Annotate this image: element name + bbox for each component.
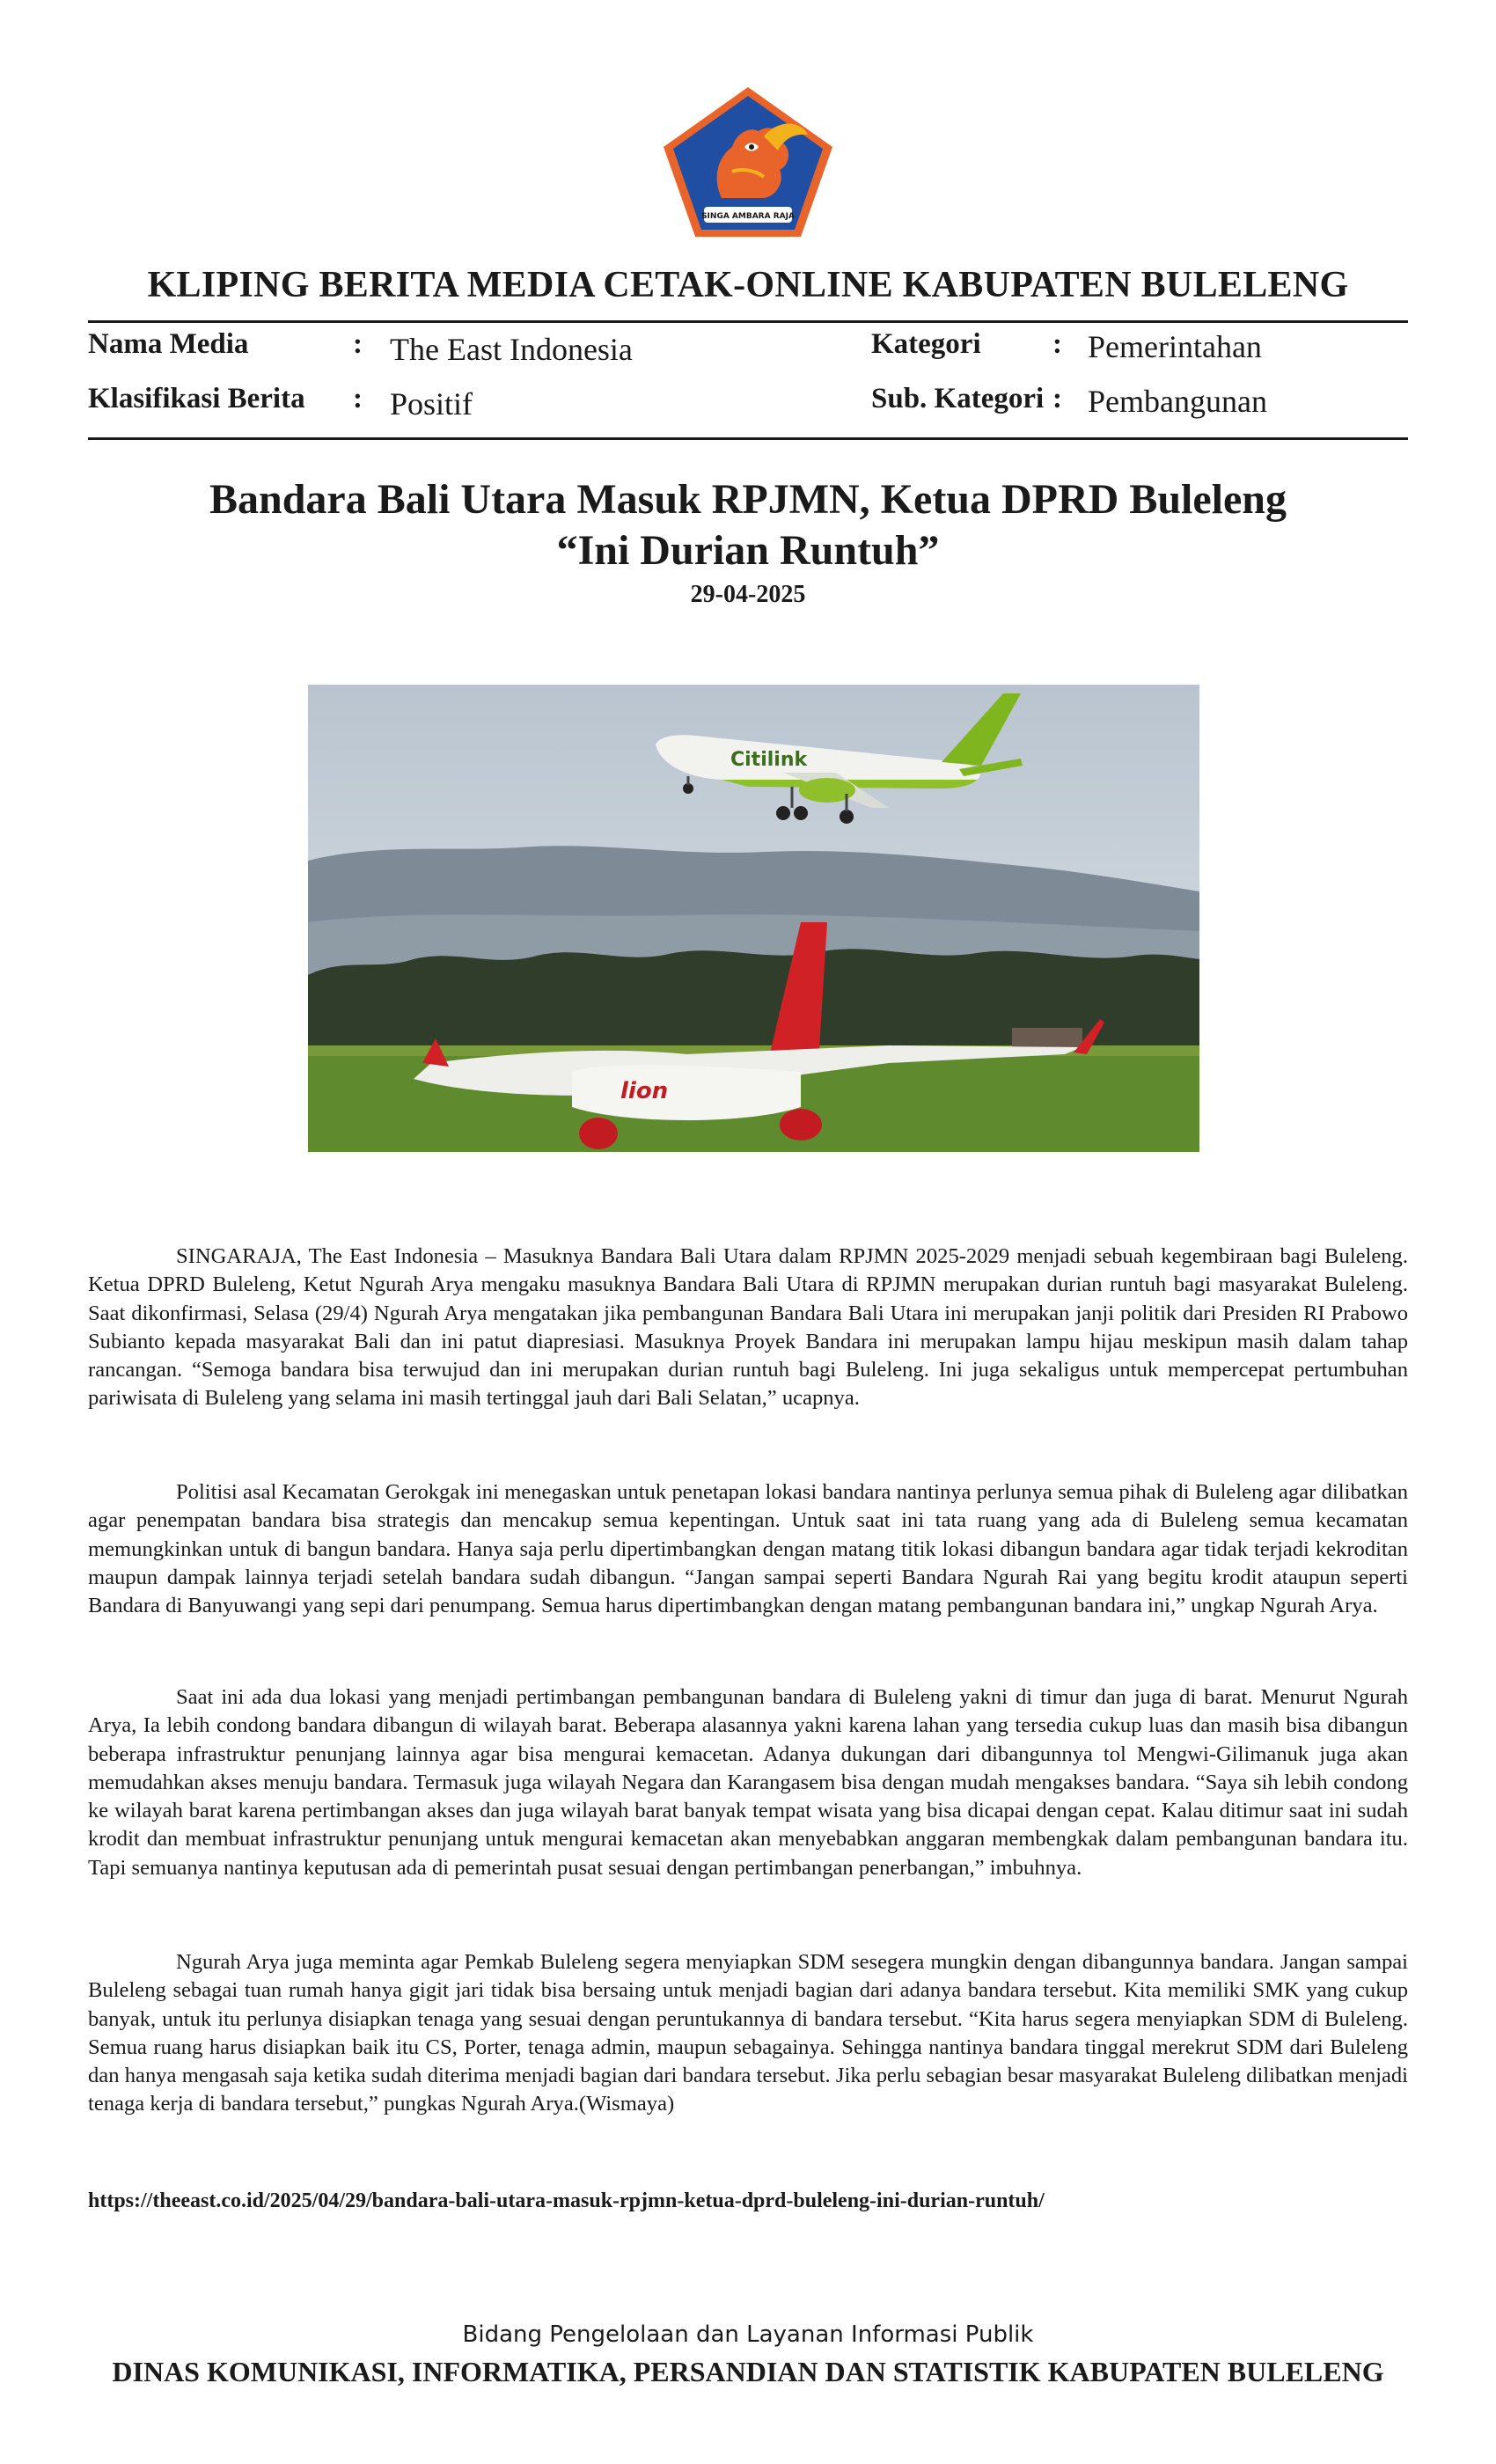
article-title-line2: “Ini Durian Runtuh” [556,527,940,574]
meta-subkategori [871,383,1044,415]
meta-kategori [871,328,981,361]
media-label: Nama Media [88,328,249,360]
logo-motto: SINGA AMBARA RAJA [701,212,795,221]
citilink-livery: Citilink [730,749,808,771]
article-paragraph-2: Politisi asal Kecamatan Gerokgak ini menegaskan untuk penetapan lokasi bandara nantinya perlunya semua pihak di Buleleng agar dilibatkan agar penempatan bandara bisa strategis dan mencakup semua kepentingan. Untuk saat ini tata ruang yang ada di Buleleng semua kecamatan memungkinkan untuk di bangun bandara. Hanya saja perlu dipertimbangkan dengan matang titik lokasi dibangun bandara agar tidak terjadi kekroditan maupun dampak lainnya terjadi setelah bandara sudah dibangun. “Jangan sampai seperti Bandara Ngurah Rai yang begitu krodit ataupun seperti Bandara di Banyuwangi yang sepi dari penumpang. Semua harus dipertimbangkan dengan matang pembangunan bandara ini,” ungkap Ngurah Arya. [88,1480,1408,1618]
article-photo [308,685,1199,1152]
article-title-line1: Bandara Bali Utara Masuk RPJMN, Ketua DPRD Buleleng [209,476,1287,523]
subkategori-label: Sub. Kategori [871,383,1045,414]
article-date: 29-04-2025 [690,581,806,608]
regency-logo [660,84,836,240]
subkategori-colon: : [1052,383,1062,414]
media-colon: : [353,328,363,360]
article-paragraph-1: SINGARAJA, The East Indonesia – Masuknya Bandara Bali Utara dalam RPJMN 2025-2029 menjadi sebuah kegembiraan bagi Buleleng. Ketua DPRD Buleleng, Ketut Ngurah Arya mengaku masuknya Bandara Bali Utara di RPJMN merupakan durian runtuh bagi masyarakat Buleleng. Saat dikonfirmasi, Selasa (29/4) Ngurah Arya mengatakan jika pembangunan Bandara Bali Utara ini merupakan janji politik dari Presiden RI Prabowo Subianto kepada masyarakat Bali dan ini patut diapresiasi. Masuknya Proyek Bandara ini merupakan lampu hijau meskipun masih dalam tahap rancangan. “Semoga bandara bisa terwujud dan ini merupakan durian runtuh bagi Buleleng. Ini juga sekaligus untuk mempercepat pertumbuhan pariwisata di Buleleng yang selama ini masih tertinggal jauh dari Bali Selatan,” ucapnya. [88,1244,1408,1411]
header-rule-bottom [88,437,1408,440]
header-rule-top [88,320,1408,323]
document-header-title: KLIPING BERITA MEDIA CETAK-ONLINE KABUPATEN BULELENG [147,265,1349,305]
kategori-label: Kategori [871,328,981,360]
article-paragraph-3: Saat ini ada dua lokasi yang menjadi pertimbangan pembangunan bandara di Buleleng yakni di timur dan juga di barat. Menurut Ngurah Arya, Ia lebih condong bandara dibangun di wilayah barat. Beberapa alasannya yakni karena lahan yang tersedia cukup luas dan masih bisa dibangun beberapa infrastruktur penunjang lainnya agar bisa mengurai kemacetan. Adanya dukungan dari dibangunnya tol Mengwi-Gilimanuk juga akan memudahkan akses menuju bandara. Termasuk juga wilayah Negara dan Karangasem bisa dengan mudah mengakses bandara. “Saya sih lebih condong ke wilayah barat karena pertimbangan akses dan juga wilayah barat banyak tempat wisata yang bisa dicapai dengan cepat. Kalau ditimur saat ini sudah krodit dan membuat infrastruktur penunjang untuk mengurai kemacetan akan menyebabkan anggaran membengkak dalam pembangunan bandara itu. Tapi semuanya nantinya keputusan ada di pemerintah pusat sesuai dengan pertimbangan penerbangan,” imbuhnya. [88,1685,1408,1880]
article-paragraph-4: Ngurah Arya juga meminta agar Pemkab Buleleng segera menyiapkan SDM sesegera mungkin dengan dibangunnya bandara. Jangan sampai Buleleng sebagai tuan rumah hanya gigit jari tidak bisa bersaing untuk menjadi bagian dari adanya bandara tersebut. Kita memiliki SMK yang cukup banyak, untuk itu perlunya disiapkan tenaga yang sesuai dengan peruntukannya di bandara tersebut. “Kita harus segera menyiapkan SDM di Buleleng. Semua ruang harus disiapkan baik itu CS, Porter, tenaga admin, maupun sebagainya. Sehingga nantinya bandara tinggal merekrut SDM dari Buleleng dan hanya mengasah saja ketika sudah diterima menjadi bagian dari bandara tersebut. Jika perlu sebagian besar masyarakat Buleleng dilibatkan menjadi tenaga kerja di bandara tersebut,” pungkas Ngurah Arya.(Wismaya) [88,1950,1408,2116]
media-value: The East Indonesia [390,332,633,367]
article-source-url[interactable]: https://theeast.co.id/2025/04/29/bandara-bali-utara-masuk-rpjmn-ketua-dprd-buleleng-ini-durian-runtuh/ [88,2189,1045,2212]
kategori-value: Pemerintahan [1088,329,1262,364]
airport-photo-image [308,685,1199,1152]
meta-klasifikasi [88,383,305,415]
subkategori-value: Pembangunan [1088,384,1267,419]
lion-air-livery: lion [620,1078,669,1104]
klasifikasi-label: Klasifikasi Berita [88,383,305,414]
footer-department: Bidang Pengelolaan dan Layanan Informasi Publik [462,2321,1034,2348]
kategori-colon: : [1052,328,1062,360]
emblem-icon [660,84,836,240]
klasifikasi-colon: : [353,383,363,414]
footer-agency: DINAS KOMUNIKASI, INFORMATIKA, PERSANDIAN DAN STATISTIK KABUPATEN BULELENG [112,2356,1384,2387]
klasifikasi-value: Positif [390,386,473,422]
meta-media [88,328,248,361]
